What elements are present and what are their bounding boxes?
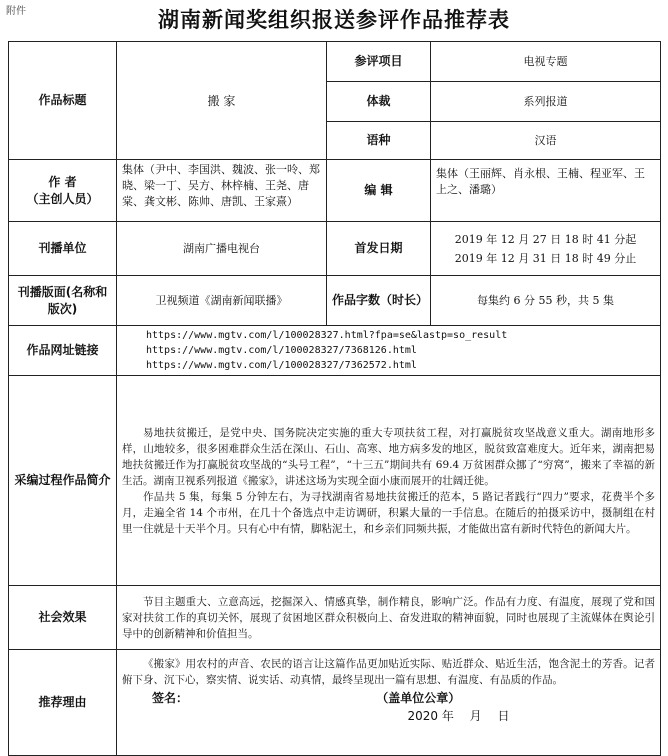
genre-value: 系列报道	[431, 82, 661, 122]
work-title-label: 作品标题	[9, 42, 117, 160]
editor-label: 编 辑	[327, 160, 431, 222]
word-count-value: 每集约 6 分 55 秒，共 5 集	[431, 276, 661, 326]
category-label: 参评项目	[327, 42, 431, 82]
url-link-1[interactable]: https://www.mgtv.com/l/100028327.html?fpa=se&lastp=so_result	[146, 330, 508, 341]
social-effect-text	[117, 586, 661, 650]
url-label: 作品网址链接	[9, 326, 117, 376]
process-label: 采编过程作品简介	[9, 376, 117, 586]
social-effect-label: 社会效果	[9, 586, 117, 650]
word-count-label: 作品字数（时长）	[327, 276, 431, 326]
process-paragraph-2: 作品共 5 集，每集 5 分钟左右，为寻找湖南省易地扶贫搬迁的范本，5 路记者践行“四力”要求，花费半个多月，走遍全省 14 个市州，在几十个备选点中走访调研，积累大量的一手信息。在随后的拍摄采访中，摄制组在村里一住就是十天半个月。只有心中有情，脚粘泥土，和乡亲们同频共振，才能做出富有新时代特色的新闻大片。	[122, 490, 655, 535]
publisher-value: 湖南广播电视台	[117, 222, 327, 276]
work-title-value: 搬 家	[117, 42, 327, 160]
sign-date: 2020 年 月 日	[407, 709, 510, 723]
genre-label: 体裁	[327, 82, 431, 122]
language-value: 汉语	[431, 122, 661, 160]
seal-label: （盖单位公章）	[376, 691, 461, 705]
url-link-2[interactable]: https://www.mgtv.com/l/100028327/7368126.html	[146, 345, 417, 356]
publisher-label: 刊播单位	[9, 222, 117, 276]
reason-label: 推荐理由	[9, 650, 117, 756]
process-text	[117, 376, 661, 586]
author-value: 集体（尹中、李国洪、魏波、张一呤、郑晓、梁一丁、吴方、林梓楠、王尧、唐棠、龚文彬、陈帅、唐凯、王家熹）	[117, 160, 327, 222]
sign-label: 签名：	[152, 691, 189, 705]
form-table	[8, 41, 661, 756]
first-pub-date-value	[431, 222, 661, 276]
form-title: 湖南新闻奖组织报送参评作品推荐表	[158, 8, 510, 32]
reason-paragraph: 《搬家》用农村的声音、农民的语言让这篇作品更加贴近实际、贴近群众、贴近生活，饱含泥土的芳香。记者俯下身、沉下心，察实情、说实话、动真情，最终呈现出一篇有思想、有温度、有品质的作品。	[122, 658, 655, 686]
edition-value: 卫视频道《湖南新闻联播》	[117, 276, 327, 326]
attachment-label: 附件	[6, 6, 26, 17]
reason-cell	[117, 650, 661, 756]
url-list	[117, 326, 661, 376]
language-label: 语种	[327, 122, 431, 160]
first-pub-date-end: 2019 年 12 月 31 日 18 时 49 分止	[454, 251, 637, 265]
author-label: 作 者	[48, 174, 77, 189]
author-sub-label: （主创人员）	[26, 191, 99, 206]
signature-line	[122, 690, 655, 706]
editor-value: 集体（王丽辉、肖永根、王楠、程亚军、王上之、潘璐）	[431, 160, 661, 222]
category-value: 电视专题	[431, 42, 661, 82]
first-pub-date-start: 2019 年 12 月 27 日 18 时 41 分起	[454, 232, 637, 246]
url-link-3[interactable]: https://www.mgtv.com/l/100028327/7362572.html	[146, 360, 417, 371]
first-pub-date-label: 首发日期	[327, 222, 431, 276]
social-effect-paragraph: 节目主题重大、立意高远，挖掘深入、情感真挚，制作精良，影响广泛。作品有力度、有温度，展现了党和国家对扶贫工作的真切关怀，展现了贫困地区群众积极向上、奋发进取的精神面貌，同时也展现了主流媒体在舆论引导中的创新精神和价值担当。	[122, 595, 655, 640]
process-paragraph-1: 易地扶贫搬迁，是党中央、国务院决定实施的重大专项扶贫工程，对打赢脱贫攻坚战意义重大。湖南地形多样，山地较多，很多困难群众生活在深山、石山、高寒、地方病多发的地区，脱贫致富难度大。近年来，湖南把易地扶贫搬迁作为打赢脱贫攻坚战的“头号工程”，“十三五”期间共有 69.4 万贫困群众挪了“穷窝”，搬来了幸福的新生活。湖南卫视系列报道《搬家》，讲述这场为实现全面小康而展开的壮阔迁徙。	[122, 426, 655, 487]
edition-label: 刊播版面(名称和版次)	[9, 276, 117, 326]
author-label-cell	[9, 160, 117, 222]
